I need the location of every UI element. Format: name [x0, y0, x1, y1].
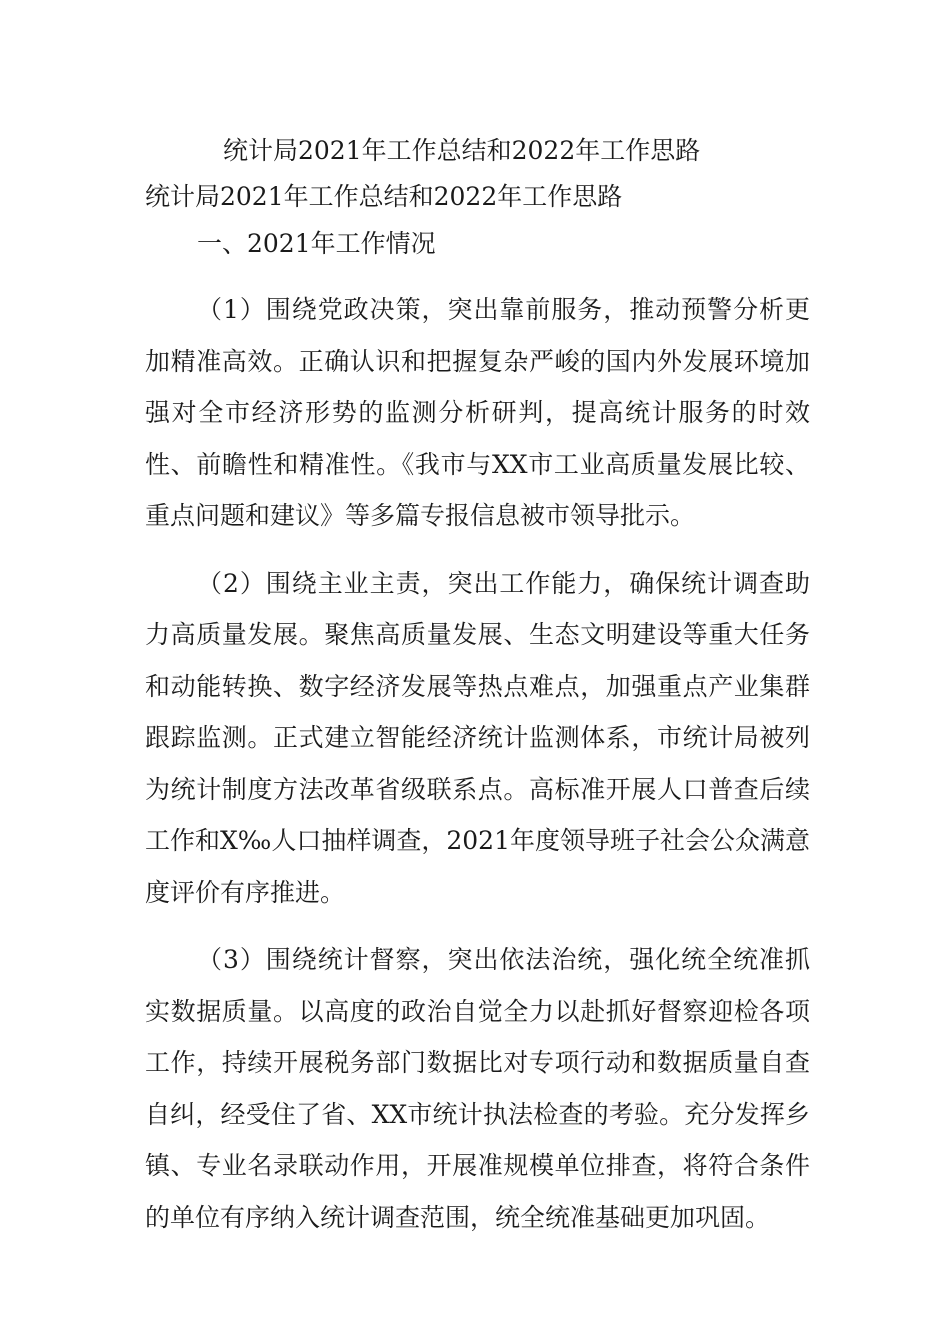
paragraph-1: （1）围绕党政决策，突出靠前服务，推动预警分析更加精准高效。正确认识和把握复杂严峻的国内外发展环境加强对全市经济形势的监测分析研判，提高统计服务的时效性、前瞻性和精准性。《我市与XX市工业高质量发展比较、重点问题和建议》等多篇专报信息被市领导批示。	[145, 295, 810, 530]
section-heading: 一、2021年工作情况	[197, 229, 436, 258]
paragraph-3: （3）围绕统计督察，突出依法治统，强化统全统准抓实数据质量。以高度的政治自觉全力以赴抓好督察迎检各项工作，持续开展税务部门数据比对专项行动和数据质量自查自纠，经受住了省、XX市统计执法检查的考验。充分发挥乡镇、专业名录联动作用，开展准规模单位排查，将符合条件的单位有序纳入统计调查范围，统全统准基础更加巩固。	[145, 945, 810, 1232]
document-subtitle: 统计局2021年工作总结和2022年工作思路	[145, 182, 623, 211]
paragraph-2: （2）围绕主业主责，突出工作能力，确保统计调查助力高质量发展。聚焦高质量发展、生态文明建设等重大任务和动能转换、数字经济发展等热点难点，加强重点产业集群跟踪监测。正式建立智能经济统计监测体系，市统计局被列为统计制度方法改革省级联系点。高标准开展人口普查后续工作和X‰人口抽样调查，2021年度领导班子社会公众满意度评价有序推进。	[145, 568, 810, 907]
document-page	[145, 128, 810, 1243]
document-title: 统计局2021年工作总结和2022年工作思路	[223, 136, 701, 165]
